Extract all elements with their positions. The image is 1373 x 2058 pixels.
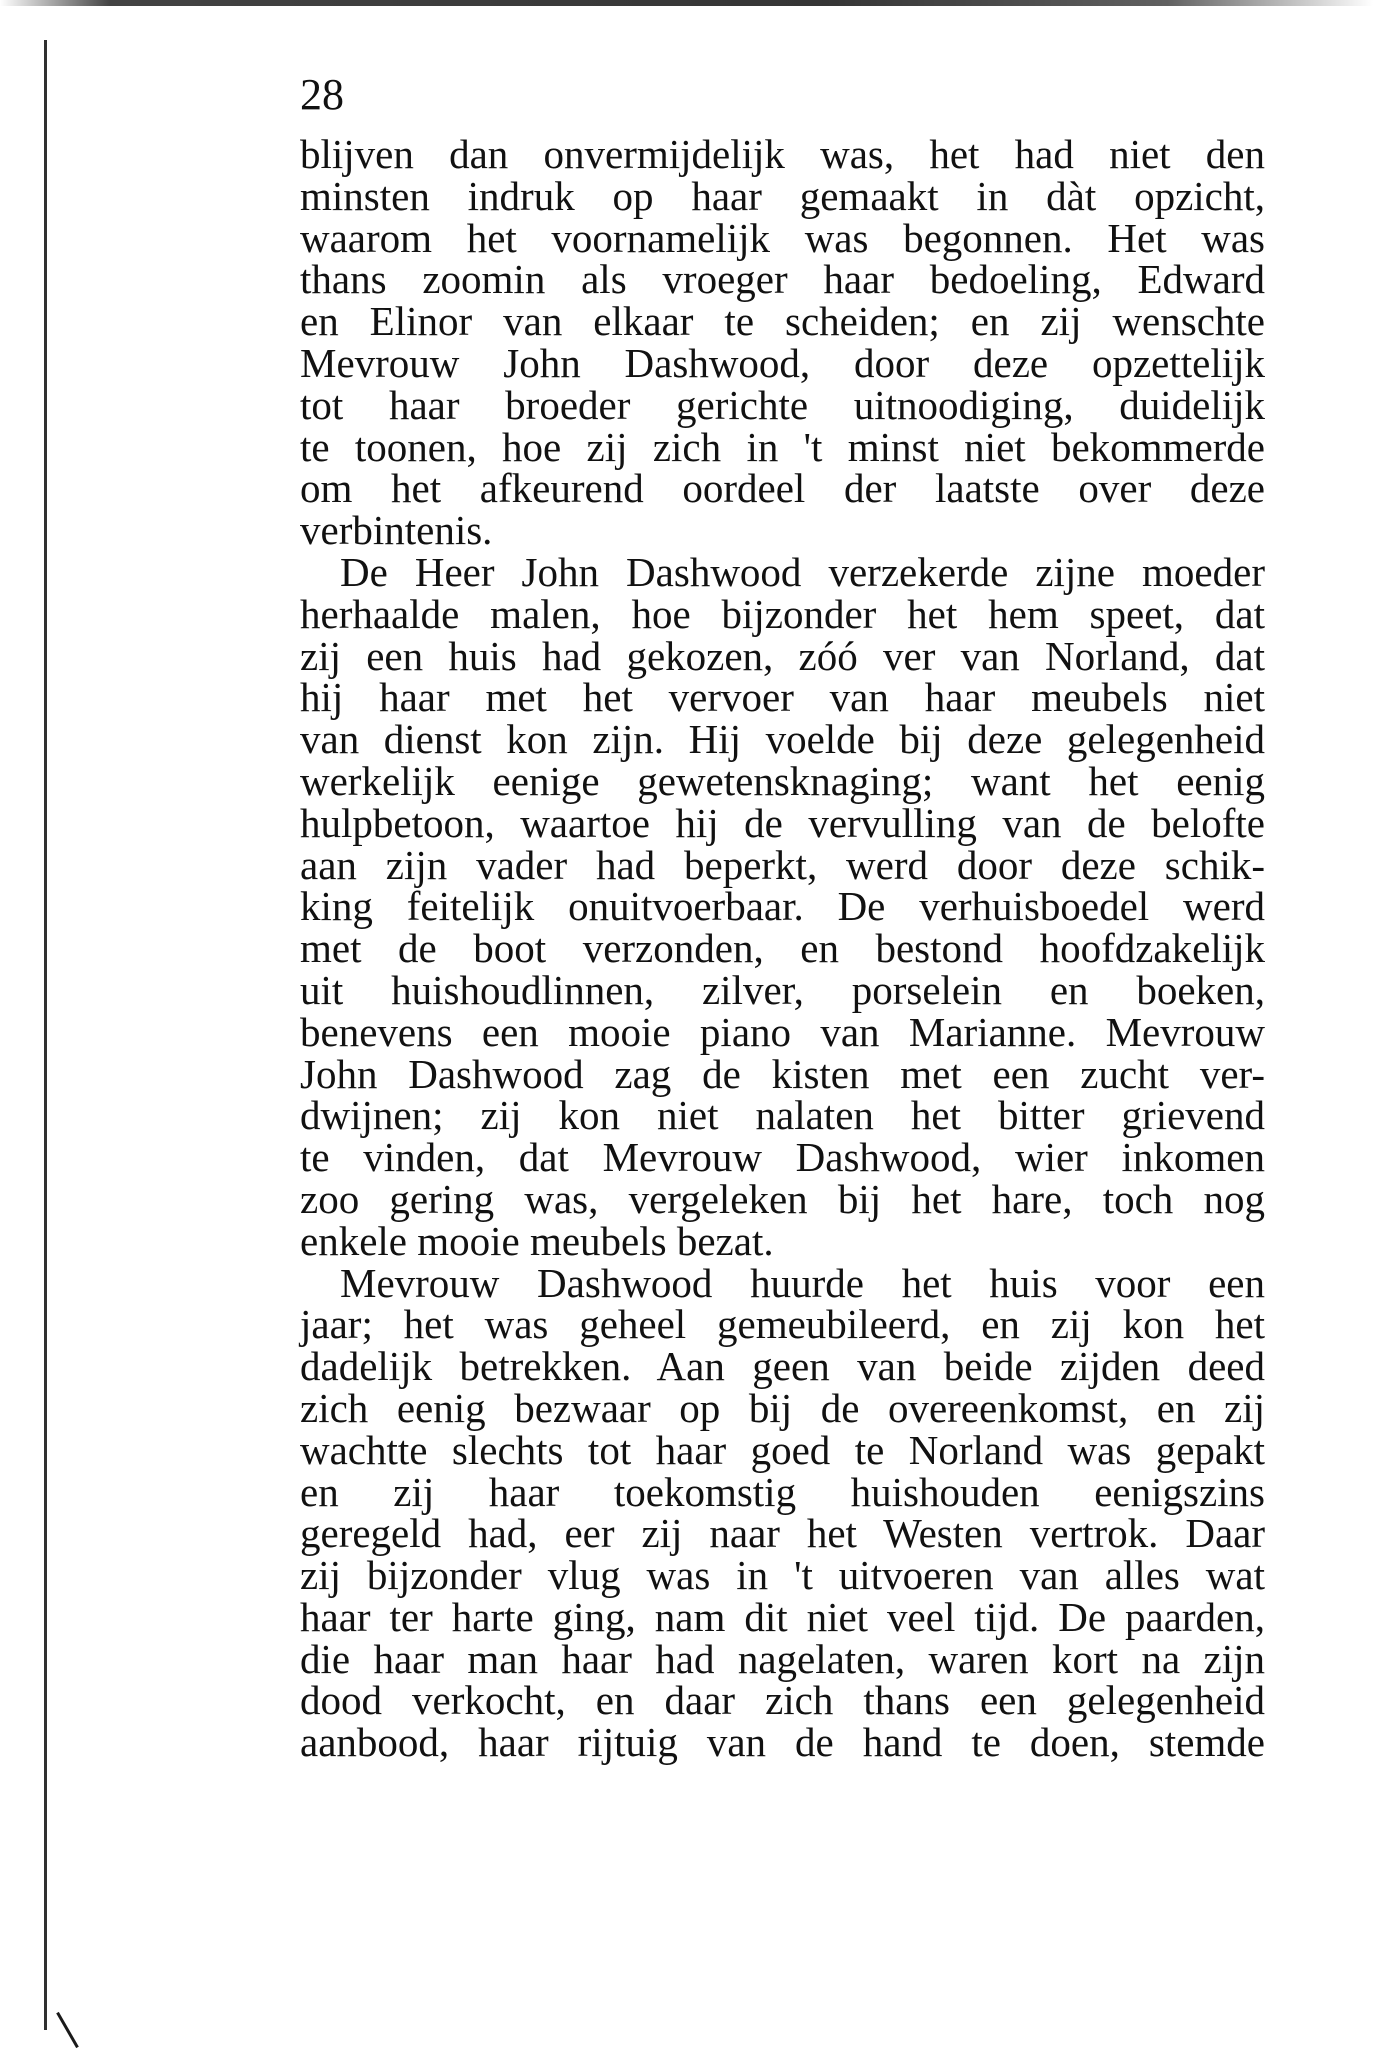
text-line: hij haar met het vervoer van haar meubels niet (300, 674, 1265, 721)
text-line: die haar man haar had nagelaten, waren kort na zijn (300, 1635, 1265, 1682)
page-number: 28 (300, 70, 344, 119)
text-line: zich eenig bezwaar op bij de overeenkomst, en zij (300, 1384, 1265, 1431)
text-line: en Elinor van elkaar te scheiden; en zij wenschte (300, 298, 1265, 345)
text-line: zij een huis had gekozen, zóó ver van Norland, dat (300, 632, 1265, 679)
text-line: jaar; het was geheel gemeubileerd, en zij kon het (300, 1301, 1265, 1348)
text-line: waarom het voornamelijk was begonnen. Het was (300, 214, 1265, 261)
text-line: geregeld had, eer zij naar het Westen vertrok. Daar (300, 1510, 1265, 1557)
text-line: king feitelijk onuitvoerbaar. De verhuisboedel werd (300, 883, 1265, 930)
text-line: tot haar broeder gerichte uitnoodiging, duidelijk (300, 381, 1265, 428)
scan-left-edge-tick (56, 2012, 79, 2048)
text-line: dadelijk betrekken. Aan geen van beide zijden deed (300, 1343, 1265, 1390)
text-line: aan zijn vader had beperkt, werd door deze schik- (300, 841, 1265, 888)
text-line: Mevrouw Dashwood huurde het huis voor een (340, 1259, 1265, 1306)
text-line: wachtte slechts tot haar goed te Norland was gepakt (300, 1426, 1265, 1473)
text-line: te toonen, hoe zij zich in 't minst niet bekommerde (300, 423, 1265, 470)
text-line: haar ter harte ging, nam dit niet veel tijd. De paarden, (300, 1593, 1265, 1640)
text-line: van dienst kon zijn. Hij voelde bij deze gelegenheid (300, 716, 1265, 763)
text-line: werkelijk eenige gewetensknaging; want het eenig (300, 757, 1265, 804)
text-line: om het afkeurend oordeel der laatste over deze (300, 465, 1265, 512)
text-line: verbintenis. (300, 507, 493, 554)
text-line: en zij haar toekomstig huishouden eenigszins (300, 1468, 1265, 1515)
text-line: thans zoomin als vroeger haar bedoeling, Edward (300, 256, 1265, 303)
text-line: blijven dan onvermijdelijk was, het had niet den (300, 131, 1265, 177)
text-line: te vinden, dat Mevrouw Dashwood, wier inkomen (300, 1134, 1265, 1181)
scan-left-edge (44, 40, 47, 2030)
text-line: minsten indruk op haar gemaakt in dàt opzicht, (300, 172, 1265, 219)
text-line: herhaalde malen, hoe bijzonder het hem speet, dat (300, 590, 1265, 637)
text-line: enkele mooie meubels bezat. (300, 1217, 774, 1264)
page-body-text (300, 131, 1265, 1766)
text-line: De Heer John Dashwood verzekerde zijne moeder (340, 548, 1265, 595)
text-line: benevens een mooie piano van Marianne. Mevrouw (300, 1008, 1265, 1055)
text-line: zij bijzonder vlug was in 't uitvoeren van alles wat (300, 1552, 1265, 1599)
text-line: met de boot verzonden, en bestond hoofdzakelijk (300, 925, 1265, 972)
text-line: uit huishoudlinnen, zilver, porselein en boeken, (300, 966, 1265, 1013)
book-page (300, 70, 1265, 1764)
text-line: Mevrouw John Dashwood, door deze opzettelijk (300, 339, 1265, 386)
text-line: dood verkocht, en daar zich thans een gelegenheid (300, 1677, 1265, 1724)
text-line: John Dashwood zag de kisten met een zucht ver- (300, 1050, 1265, 1097)
text-line: zoo gering was, vergeleken bij het hare, toch nog (300, 1175, 1265, 1222)
text-line: dwijnen; zij kon niet nalaten het bitter grievend (300, 1092, 1265, 1139)
text-line: hulpbetoon, waartoe hij de vervulling van de belofte (300, 799, 1265, 846)
text-line: aanbood, haar rijtuig van de hand te doen, stemde (300, 1719, 1265, 1766)
scan-top-edge (0, 0, 1373, 6)
